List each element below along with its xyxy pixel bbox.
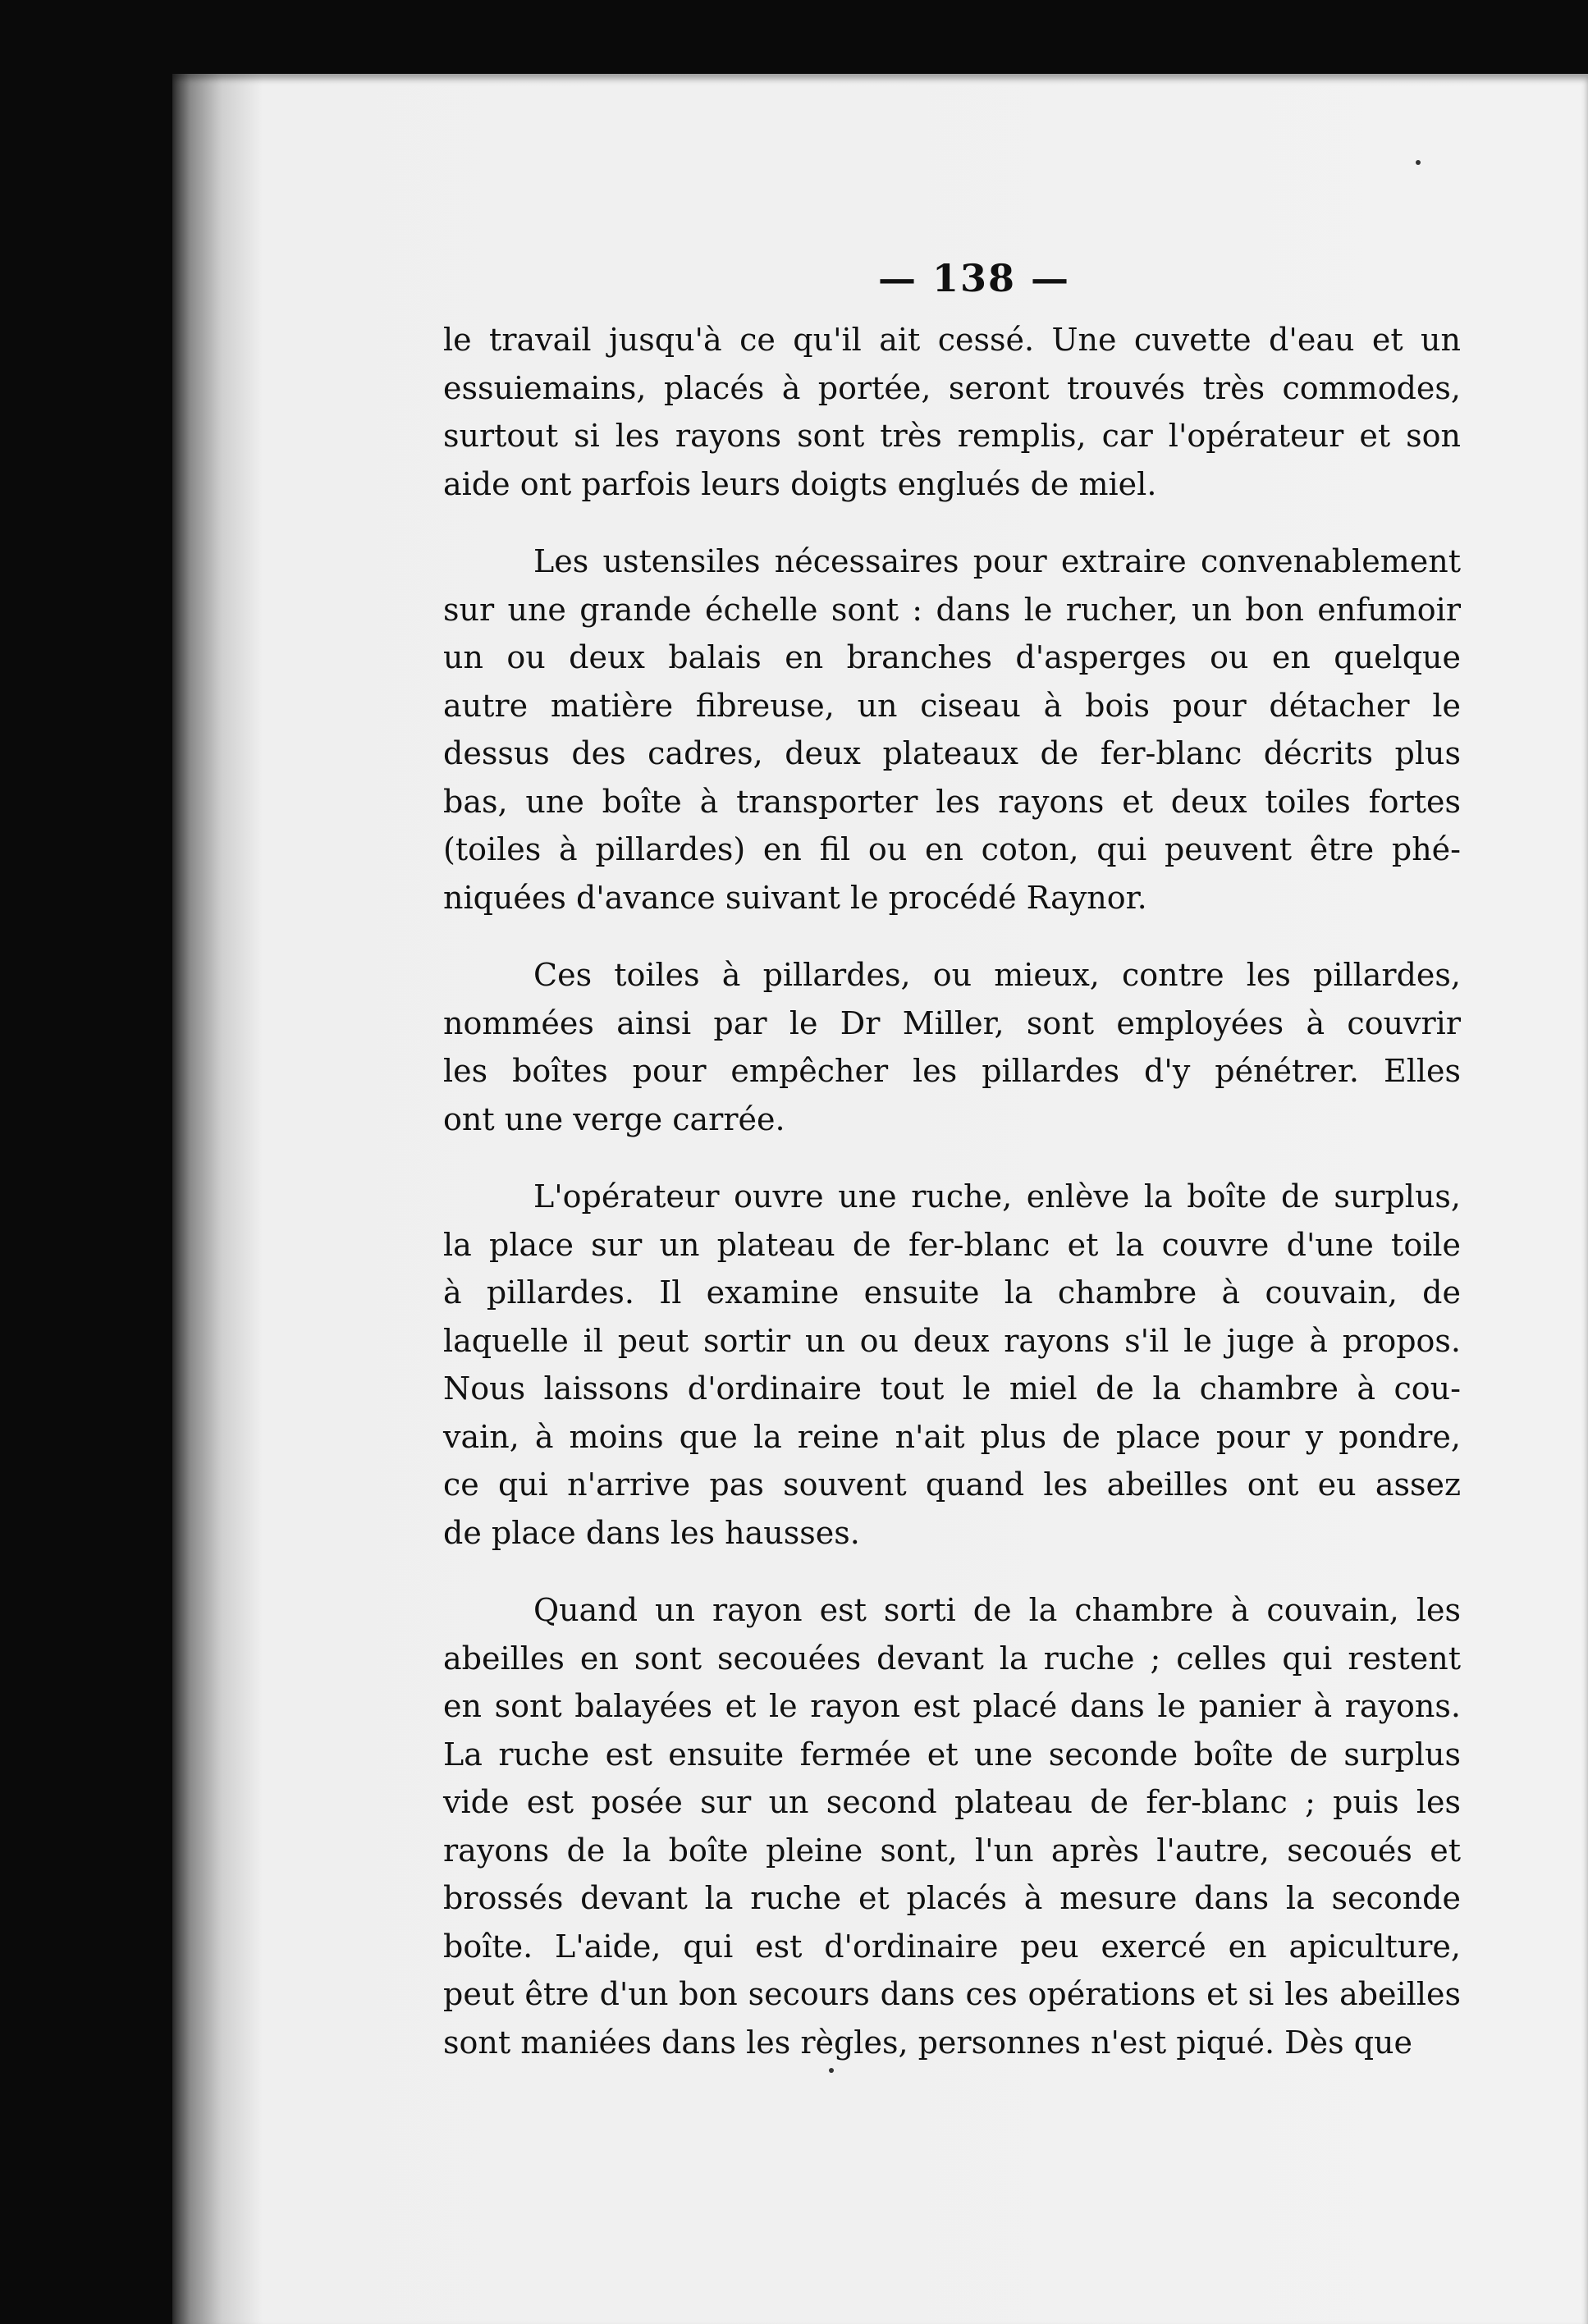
text-line: (toiles à pillardes) en fil ou en coton, qui peuvent être phé- xyxy=(443,831,1461,867)
paragraph xyxy=(443,316,1461,508)
scan-speck xyxy=(1416,160,1421,165)
text-line: niquées d'avance suivant le procédé Raynor. xyxy=(443,879,1147,916)
paragraph xyxy=(443,1586,1461,2066)
text-line: Nous laissons d'ordinaire tout le miel de la chambre à cou- xyxy=(443,1370,1461,1407)
body-text xyxy=(443,316,1461,2096)
text-line: le travail jusqu'à ce qu'il ait cessé. Une cuvette d'eau et un xyxy=(443,322,1461,358)
text-line: nommées ainsi par le Dr Miller, sont employées à couvrir xyxy=(443,1004,1461,1041)
text-line: la place sur un plateau de fer-blanc et la couvre d'une toile xyxy=(443,1226,1461,1263)
text-line: surtout si les rayons sont très remplis, car l'opérateur et son xyxy=(443,418,1461,454)
text-line: rayons de la boîte pleine sont, l'un après l'autre, secoués et xyxy=(443,1832,1461,1869)
text-line: un ou deux balais en branches d'asperges ou en quelque xyxy=(443,639,1461,675)
page-number: — 138 — xyxy=(878,256,1071,300)
text-line: Les ustensiles nécessaires pour extraire convenablement xyxy=(533,543,1461,579)
text-line: de place dans les hausses. xyxy=(443,1514,860,1551)
text-line: à pillardes. Il examine ensuite la chambre à couvain, de xyxy=(443,1274,1461,1311)
text-line: sont maniées dans les règles, personnes n'est piqué. Dès que xyxy=(443,2024,1412,2061)
paragraph xyxy=(443,538,1461,922)
text-line: ce qui n'arrive pas souvent quand les abeilles ont eu assez xyxy=(443,1466,1461,1503)
paragraph xyxy=(443,1173,1461,1557)
text-line: abeilles en sont secouées devant la ruche ; celles qui restent xyxy=(443,1640,1461,1677)
text-line: bas, une boîte à transporter les rayons et deux toiles fortes xyxy=(443,783,1461,820)
text-line: ont une verge carrée. xyxy=(443,1100,785,1137)
text-line: laquelle il peut sortir un ou deux rayons s'il le juge à propos. xyxy=(443,1322,1461,1359)
text-line: les boîtes pour empêcher les pillardes d'y pénétrer. Elles xyxy=(443,1053,1461,1089)
text-line: en sont balayées et le rayon est placé dans le panier à rayons. xyxy=(443,1688,1461,1724)
text-line: sur une grande échelle sont : dans le rucher, un bon enfumoir xyxy=(443,591,1461,628)
text-line: aide ont parfois leurs doigts englués de miel. xyxy=(443,465,1157,502)
text-line: La ruche est ensuite fermée et une seconde boîte de surplus xyxy=(443,1736,1461,1773)
text-line: L'opérateur ouvre une ruche, enlève la boîte de surplus, xyxy=(533,1178,1461,1215)
text-line: Quand un rayon est sorti de la chambre à couvain, les xyxy=(533,1592,1461,1628)
text-line: autre matière fibreuse, un ciseau à bois pour détacher le xyxy=(443,687,1461,724)
text-line: Ces toiles à pillardes, ou mieux, contre les pillardes, xyxy=(533,957,1461,993)
paragraph xyxy=(443,951,1461,1143)
text-line: dessus des cadres, deux plateaux de fer-blanc décrits plus xyxy=(443,735,1461,771)
text-line: vide est posée sur un second plateau de fer-blanc ; puis les xyxy=(443,1784,1461,1820)
text-line: brossés devant la ruche et placés à mesure dans la seconde xyxy=(443,1880,1461,1916)
text-line: vain, à moins que la reine n'ait plus de place pour y pondre, xyxy=(443,1418,1461,1455)
text-line: boîte. L'aide, qui est d'ordinaire peu exercé en apiculture, xyxy=(443,1928,1461,1965)
text-line: peut être d'un bon secours dans ces opérations et si les abeilles xyxy=(443,1976,1461,2012)
text-line: essuiemains, placés à portée, seront trouvés très commodes, xyxy=(443,369,1461,406)
scan-speck xyxy=(829,2068,834,2073)
